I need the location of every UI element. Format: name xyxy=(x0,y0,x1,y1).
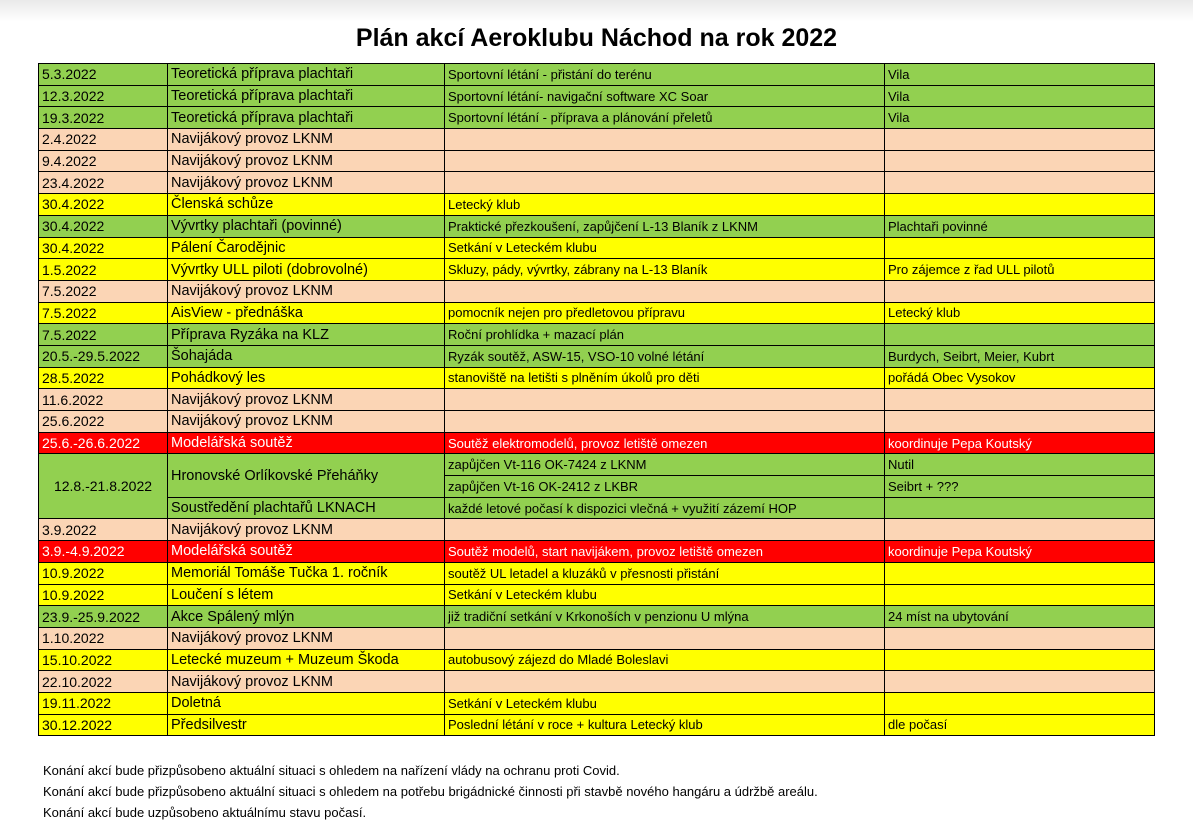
date-cell: 1.10.2022 xyxy=(39,627,168,649)
event-cell: Hronovské Orlíkovské Přeháňky xyxy=(168,454,445,497)
date-cell: 3.9.-4.9.2022 xyxy=(39,541,168,563)
description-cell: Roční prohlídka + mazací plán xyxy=(445,324,885,346)
table-row xyxy=(39,606,1155,628)
event-cell: Pálení Čarodějnic xyxy=(168,237,445,259)
table-row xyxy=(39,497,1155,519)
description-cell xyxy=(445,671,885,693)
note-cell xyxy=(885,584,1155,606)
note-cell xyxy=(885,497,1155,519)
date-cell: 25.6.2022 xyxy=(39,411,168,433)
note-cell: Burdych, Seibrt, Meier, Kubrt xyxy=(885,345,1155,367)
table-row xyxy=(39,237,1155,259)
date-cell: 5.3.2022 xyxy=(39,64,168,86)
table-row xyxy=(39,324,1155,346)
note-cell: pořádá Obec Vysokov xyxy=(885,367,1155,389)
description-cell: autobusový zájezd do Mladé Boleslavi xyxy=(445,649,885,671)
date-cell: 23.4.2022 xyxy=(39,172,168,194)
footnote-weather: Konání akcí bude uzpůsobeno aktuálnímu stavu počasí. xyxy=(43,805,367,820)
description-cell: Soutěž elektromodelů, provoz letiště omezen xyxy=(445,432,885,454)
event-cell: Doletná xyxy=(168,692,445,714)
event-cell: Modelářská soutěž xyxy=(168,432,445,454)
description-cell xyxy=(445,627,885,649)
date-cell: 30.4.2022 xyxy=(39,215,168,237)
note-cell xyxy=(885,562,1155,584)
table-row xyxy=(39,671,1155,693)
table-row xyxy=(39,411,1155,433)
event-cell: Šohajáda xyxy=(168,345,445,367)
description-cell: pomocník nejen pro předletovou přípravu xyxy=(445,302,885,324)
table-row xyxy=(39,345,1155,367)
note-cell: Vila xyxy=(885,64,1155,86)
description-cell: Setkání v Leteckém klubu xyxy=(445,237,885,259)
note-cell xyxy=(885,671,1155,693)
table-row xyxy=(39,85,1155,107)
date-cell: 7.5.2022 xyxy=(39,324,168,346)
note-cell: Plachtaři povinné xyxy=(885,215,1155,237)
table-row xyxy=(39,562,1155,584)
description-cell: soutěž UL letadel a kluzáků v přesnosti přistání xyxy=(445,562,885,584)
note-cell xyxy=(885,150,1155,172)
date-cell: 30.4.2022 xyxy=(39,237,168,259)
table-row xyxy=(39,692,1155,714)
date-cell: 20.5.-29.5.2022 xyxy=(39,345,168,367)
event-cell: Modelářská soutěž xyxy=(168,541,445,563)
event-cell: Akce Spálený mlýn xyxy=(168,606,445,628)
date-cell: 2.4.2022 xyxy=(39,129,168,151)
date-cell: 7.5.2022 xyxy=(39,280,168,302)
event-cell: Navijákový provoz LKNM xyxy=(168,411,445,433)
event-cell: Teoretická příprava plachtaři xyxy=(168,64,445,86)
date-cell: 1.5.2022 xyxy=(39,259,168,281)
note-cell xyxy=(885,389,1155,411)
page-title: Plán akcí Aeroklubu Náchod na rok 2022 xyxy=(355,24,838,52)
date-cell: 22.10.2022 xyxy=(39,671,168,693)
note-cell xyxy=(885,627,1155,649)
footnotes xyxy=(43,760,818,823)
note-cell xyxy=(885,280,1155,302)
description-cell: Sportovní létání- navigační software XC Soar xyxy=(445,85,885,107)
table-row xyxy=(39,649,1155,671)
description-cell xyxy=(445,389,885,411)
event-cell: Navijákový provoz LKNM xyxy=(168,671,445,693)
table-row xyxy=(39,215,1155,237)
note-cell: Letecký klub xyxy=(885,302,1155,324)
description-cell: zapůjčen Vt-116 OK-7424 z LKNM xyxy=(445,454,885,476)
note-cell xyxy=(885,172,1155,194)
table-row xyxy=(39,150,1155,172)
note-cell: Vila xyxy=(885,107,1155,129)
date-cell: 30.12.2022 xyxy=(39,714,168,736)
table-row xyxy=(39,541,1155,563)
table-row xyxy=(39,259,1155,281)
table-row xyxy=(39,627,1155,649)
description-cell: zapůjčen Vt-16 OK-2412 z LKBR xyxy=(445,476,885,498)
date-cell: 19.3.2022 xyxy=(39,107,168,129)
event-cell: Loučení s létem xyxy=(168,584,445,606)
table-row xyxy=(39,519,1155,541)
event-cell: Navijákový provoz LKNM xyxy=(168,389,445,411)
table-row xyxy=(39,280,1155,302)
note-cell: koordinuje Pepa Koutský xyxy=(885,432,1155,454)
table-row xyxy=(39,194,1155,216)
description-cell: Letecký klub xyxy=(445,194,885,216)
date-cell: 30.4.2022 xyxy=(39,194,168,216)
event-cell: Teoretická příprava plachtaři xyxy=(168,107,445,129)
note-cell xyxy=(885,649,1155,671)
event-cell: Navijákový provoz LKNM xyxy=(168,280,445,302)
table-row xyxy=(39,64,1155,86)
event-cell: Teoretická příprava plachtaři xyxy=(168,85,445,107)
event-cell: Vývrtky plachtaři (povinné) xyxy=(168,215,445,237)
date-cell: 11.6.2022 xyxy=(39,389,168,411)
description-cell: Skluzy, pády, vývrtky, zábrany na L-13 Blaník xyxy=(445,259,885,281)
event-cell: Navijákový provoz LKNM xyxy=(168,519,445,541)
date-cell: 15.10.2022 xyxy=(39,649,168,671)
table-row xyxy=(39,367,1155,389)
date-cell: 10.9.2022 xyxy=(39,584,168,606)
description-cell: Poslední létání v roce + kultura Letecký klub xyxy=(445,714,885,736)
footnote-brigade: Konání akcí bude přizpůsobeno aktuální situaci s ohledem na potřebu brigádnické činnosti při stavbě nového hangáru a údržbě areálu. xyxy=(43,784,818,799)
events-table xyxy=(38,63,1155,736)
table-row xyxy=(39,389,1155,411)
description-cell xyxy=(445,172,885,194)
footnote-covid: Konání akcí bude přizpůsobeno aktuální situaci s ohledem na nařízení vlády na ochranu proti Covid. xyxy=(43,763,620,778)
event-cell: Soustředění plachtařů LKNACH xyxy=(168,497,445,519)
date-cell: 10.9.2022 xyxy=(39,562,168,584)
description-cell: Sportovní létání - přistání do terénu xyxy=(445,64,885,86)
description-cell xyxy=(445,280,885,302)
note-cell: Nutil xyxy=(885,454,1155,476)
description-cell: Praktické přezkoušení, zapůjčení L-13 Blaník z LKNM xyxy=(445,215,885,237)
table-row xyxy=(39,454,1155,476)
note-cell: dle počasí xyxy=(885,714,1155,736)
note-cell: koordinuje Pepa Koutský xyxy=(885,541,1155,563)
table-row xyxy=(39,432,1155,454)
description-cell xyxy=(445,411,885,433)
description-cell: každé letové počasí k dispozici vlečná + využití zázemí HOP xyxy=(445,497,885,519)
description-cell: Sportovní létání - příprava a plánování přeletů xyxy=(445,107,885,129)
note-cell: Pro zájemce z řad ULL pilotů xyxy=(885,259,1155,281)
description-cell: Setkání v Leteckém klubu xyxy=(445,584,885,606)
description-cell: Soutěž modelů, start navijákem, provoz letiště omezen xyxy=(445,541,885,563)
date-cell: 23.9.-25.9.2022 xyxy=(39,606,168,628)
description-cell: Setkání v Leteckém klubu xyxy=(445,692,885,714)
table-row xyxy=(39,107,1155,129)
event-cell: Vývrtky ULL piloti (dobrovolné) xyxy=(168,259,445,281)
table-row xyxy=(39,172,1155,194)
note-cell: Vila xyxy=(885,85,1155,107)
date-cell: 12.8.-21.8.2022 xyxy=(39,454,168,519)
date-cell: 12.3.2022 xyxy=(39,85,168,107)
event-cell: AisView - přednáška xyxy=(168,302,445,324)
date-cell: 25.6.-26.6.2022 xyxy=(39,432,168,454)
event-cell: Navijákový provoz LKNM xyxy=(168,172,445,194)
note-cell xyxy=(885,324,1155,346)
event-cell: Navijákový provoz LKNM xyxy=(168,150,445,172)
note-cell: Seibrt + ??? xyxy=(885,476,1155,498)
description-cell xyxy=(445,150,885,172)
event-cell: Pohádkový les xyxy=(168,367,445,389)
top-bar xyxy=(0,0,1193,22)
event-cell: Příprava Ryzáka na KLZ xyxy=(168,324,445,346)
description-cell: již tradiční setkání v Krkonoších v penzionu U mlýna xyxy=(445,606,885,628)
table-row xyxy=(39,714,1155,736)
event-cell: Letecké muzeum + Muzeum Škoda xyxy=(168,649,445,671)
description-cell: Ryzák soutěž, ASW-15, VSO-10 volné létání xyxy=(445,345,885,367)
event-cell: Memoriál Tomáše Tučka 1. ročník xyxy=(168,562,445,584)
note-cell xyxy=(885,411,1155,433)
table-row xyxy=(39,584,1155,606)
date-cell: 28.5.2022 xyxy=(39,367,168,389)
description-cell xyxy=(445,519,885,541)
note-cell xyxy=(885,519,1155,541)
table-row xyxy=(39,302,1155,324)
event-cell: Navijákový provoz LKNM xyxy=(168,129,445,151)
note-cell xyxy=(885,237,1155,259)
note-cell xyxy=(885,194,1155,216)
note-cell xyxy=(885,129,1155,151)
date-cell: 19.11.2022 xyxy=(39,692,168,714)
description-cell: stanoviště na letišti s plněním úkolů pro děti xyxy=(445,367,885,389)
table-row xyxy=(39,129,1155,151)
date-cell: 7.5.2022 xyxy=(39,302,168,324)
date-cell: 3.9.2022 xyxy=(39,519,168,541)
event-cell: Navijákový provoz LKNM xyxy=(168,627,445,649)
note-cell: 24 míst na ubytování xyxy=(885,606,1155,628)
event-cell: Předsilvestr xyxy=(168,714,445,736)
note-cell xyxy=(885,692,1155,714)
description-cell xyxy=(445,129,885,151)
date-cell: 9.4.2022 xyxy=(39,150,168,172)
event-cell: Členská schůze xyxy=(168,194,445,216)
